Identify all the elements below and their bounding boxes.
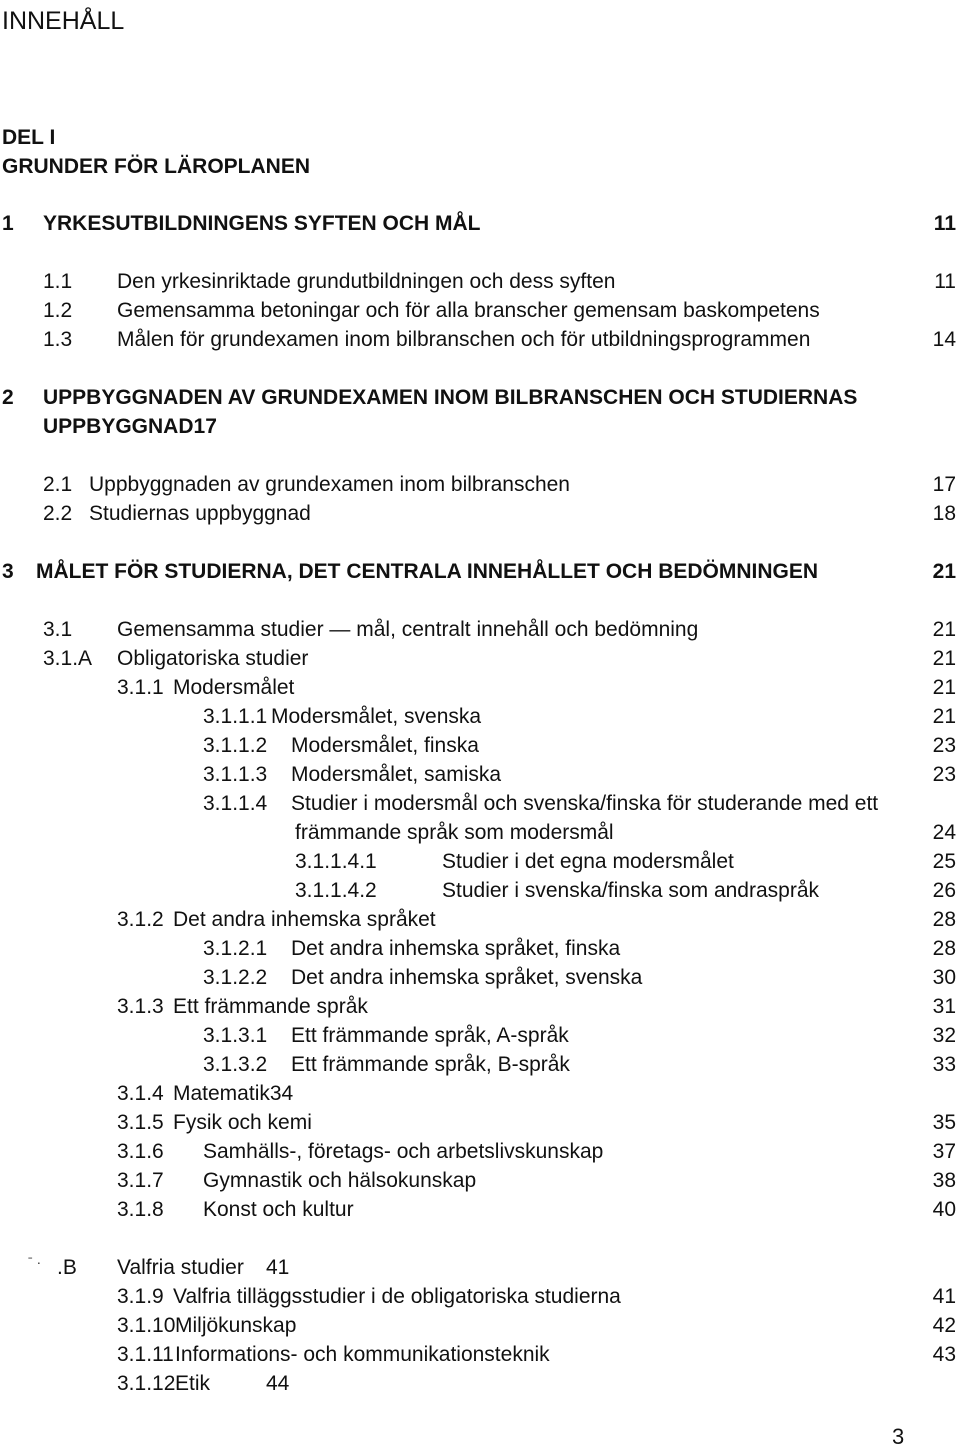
toc-entry-page: 23 bbox=[932, 734, 956, 757]
toc-entry-number: 2.1 bbox=[43, 473, 73, 496]
toc-entry-page: 11 bbox=[934, 270, 956, 293]
toc-entry-number: 3.1.5 bbox=[117, 1111, 164, 1134]
toc-entry-text: Det andra inhemska språket, finska bbox=[291, 937, 621, 960]
toc-entry-number: 3.1.A bbox=[43, 647, 93, 670]
toc-entry-page: 37 bbox=[932, 1140, 956, 1163]
toc-entry-number: 3.1.12 bbox=[117, 1372, 176, 1395]
toc-entry-text: UPPBYGGNADEN AV GRUNDEXAMEN INOM BILBRANSCHEN OCH STUDIERNAS bbox=[43, 386, 858, 409]
toc-entry-page: 42 bbox=[932, 1314, 956, 1337]
toc-entry-number: 1.1 bbox=[43, 270, 73, 293]
toc-entry-text: Det andra inhemska språket, svenska bbox=[291, 966, 643, 989]
toc-entry-text: Studiernas uppbyggnad bbox=[89, 502, 311, 525]
toc-entry-text: Valfria studier bbox=[117, 1256, 244, 1279]
toc-entry-text: Obligatoriska studier bbox=[117, 647, 309, 670]
toc-entry-text: Informations- och kommunikationsteknik bbox=[175, 1343, 550, 1366]
toc-entry-page: 21 bbox=[932, 705, 956, 728]
part-label: DEL I bbox=[2, 126, 56, 149]
toc-entry-text: Konst och kultur bbox=[203, 1198, 354, 1221]
toc-entry-page: 23 bbox=[932, 763, 956, 786]
toc-entry-text: Miljökunskap bbox=[175, 1314, 297, 1337]
toc-entry-text: Valfria tilläggsstudier i de obligatoriska studierna bbox=[173, 1285, 621, 1308]
toc-entry-page: 44 bbox=[266, 1372, 290, 1395]
toc-entry-page: 26 bbox=[932, 879, 956, 902]
toc-entry-text: Studier i det egna modersmålet bbox=[442, 850, 734, 873]
toc-entry-page: 41 bbox=[266, 1256, 290, 1279]
toc-entry-text: Ett främmande språk, B-språk bbox=[291, 1053, 570, 1076]
toc-entry-number: 3.1.3.2 bbox=[203, 1053, 268, 1076]
toc-entry-text: Modersmålet, svenska bbox=[271, 705, 482, 728]
toc-entry-text: Gemensamma betoningar och för alla branscher gemensam baskompetens bbox=[117, 299, 820, 322]
toc-entry-page: 28 bbox=[932, 908, 956, 931]
toc-entry-page: 21 bbox=[932, 647, 956, 670]
toc-entry-text: Modersmålet, finska bbox=[291, 734, 479, 757]
toc-entry-number: 3.1.10 bbox=[117, 1314, 176, 1337]
toc-entry-text: Samhälls-, företags- och arbetslivskunskap bbox=[203, 1140, 604, 1163]
toc-entry-text: Studier i modersmål och svenska/finska för studerande med ett bbox=[291, 792, 879, 815]
toc-entry-number: 2.2 bbox=[43, 502, 73, 525]
toc-entry-text: Etik bbox=[175, 1372, 211, 1395]
toc-entry-number: 3.1.1.4.2 bbox=[295, 879, 377, 902]
toc-entry-number: 3.1.1.4.1 bbox=[295, 850, 377, 873]
toc-entry-text: Uppbyggnaden av grundexamen inom bilbranschen bbox=[89, 473, 570, 496]
toc-entry-number: 3.1.1 bbox=[117, 676, 164, 699]
toc-entry-text: främmande språk som modersmål bbox=[295, 821, 614, 844]
toc-entry-page: 14 bbox=[932, 328, 956, 351]
toc-entry-page: 33 bbox=[932, 1053, 956, 1076]
toc-entry-number: 1.2 bbox=[43, 299, 73, 322]
toc-entry-page: 21 bbox=[932, 676, 956, 699]
toc-entry-text: YRKESUTBILDNINGENS SYFTEN OCH MÅL bbox=[43, 212, 481, 235]
toc-entry-number: 3.1.2.1 bbox=[203, 937, 268, 960]
scan-artifact: ˉ · bbox=[28, 1254, 42, 1270]
toc-entry-number: 3 bbox=[2, 560, 14, 583]
toc-entry-page: 21 bbox=[932, 560, 956, 583]
toc-entry-number: 3.1.1.1 bbox=[203, 705, 268, 728]
toc-entry-page: 43 bbox=[932, 1343, 956, 1366]
toc-entry-text: UPPBYGGNAD17 bbox=[43, 415, 217, 438]
toc-entry-number: 3.1.6 bbox=[117, 1140, 164, 1163]
toc-entry-page: 25 bbox=[932, 850, 956, 873]
toc-entry-page: 35 bbox=[932, 1111, 956, 1134]
toc-entry-page: 18 bbox=[932, 502, 956, 525]
toc-entry-page: 38 bbox=[932, 1169, 956, 1192]
toc-entry-page: 17 bbox=[932, 473, 956, 496]
toc-entry-number: 1.3 bbox=[43, 328, 73, 351]
toc-entry-number: 3.1.3 bbox=[117, 995, 164, 1018]
toc-entry-number: 1 bbox=[2, 212, 14, 235]
toc-entry-number: 3.1.1.2 bbox=[203, 734, 268, 757]
toc-entry-page: 11 bbox=[933, 212, 956, 235]
toc-entry-number: 2 bbox=[2, 386, 14, 409]
toc-entry-number: 3.1.2.2 bbox=[203, 966, 268, 989]
toc-entry-text: Gemensamma studier — mål, centralt innehåll och bedömning bbox=[117, 618, 699, 641]
page-number: 3 bbox=[892, 1424, 905, 1449]
toc-entry-page: 31 bbox=[932, 995, 956, 1018]
toc-entry-page: 24 bbox=[932, 821, 956, 844]
toc-entry-number: 3.1 bbox=[43, 618, 73, 641]
toc-entry-number: 3.1.8 bbox=[117, 1198, 164, 1221]
toc-entry-text: Målen för grundexamen inom bilbranschen och för utbildningsprogrammen bbox=[117, 328, 811, 351]
toc-entry-page: 21 bbox=[932, 618, 956, 641]
toc-entry-number: 3.1.4 bbox=[117, 1082, 164, 1105]
toc-entry-page: 40 bbox=[932, 1198, 956, 1221]
page-title: INNEHÅLL bbox=[2, 7, 125, 35]
toc-entry-page: 30 bbox=[932, 966, 956, 989]
toc-entry-text: Den yrkesinriktade grundutbildningen och dess syften bbox=[117, 270, 616, 293]
part-heading: GRUNDER FÖR LÄROPLANEN bbox=[2, 155, 310, 178]
toc-entry-page: 28 bbox=[932, 937, 956, 960]
toc-entry-number: 3.1.7 bbox=[117, 1169, 164, 1192]
toc-entry-number: .B bbox=[57, 1256, 77, 1279]
toc-entry-text: Fysik och kemi bbox=[173, 1111, 312, 1134]
toc-entry-number: 3.1.9 bbox=[117, 1285, 164, 1308]
toc-entry-number: 3.1.11 bbox=[117, 1343, 174, 1366]
toc-entry-text: Ett främmande språk, A-språk bbox=[291, 1024, 569, 1047]
toc-entry-text: Modersmålet, samiska bbox=[291, 763, 502, 786]
toc-entry-number: 3.1.1.4 bbox=[203, 792, 268, 815]
toc-entry-text: Modersmålet bbox=[173, 676, 295, 699]
toc-entry-number: 3.1.1.3 bbox=[203, 763, 268, 786]
toc-entry-number: 3.1.3.1 bbox=[203, 1024, 268, 1047]
toc-entry-text: Matematik34 bbox=[173, 1082, 294, 1105]
toc-entry-number: 3.1.2 bbox=[117, 908, 164, 931]
toc-entry-text: Gymnastik och hälsokunskap bbox=[203, 1169, 477, 1192]
toc-entry-text: Ett främmande språk bbox=[173, 995, 368, 1018]
toc-entry-text: Det andra inhemska språket bbox=[173, 908, 436, 931]
toc-entry-page: 32 bbox=[932, 1024, 956, 1047]
toc-entry-page: 41 bbox=[932, 1285, 956, 1308]
toc-entry-text: Studier i svenska/finska som andraspråk bbox=[442, 879, 820, 902]
toc-entry-text: MÅLET FÖR STUDIERNA, DET CENTRALA INNEHÅLLET OCH BEDÖMNINGEN bbox=[36, 560, 819, 583]
